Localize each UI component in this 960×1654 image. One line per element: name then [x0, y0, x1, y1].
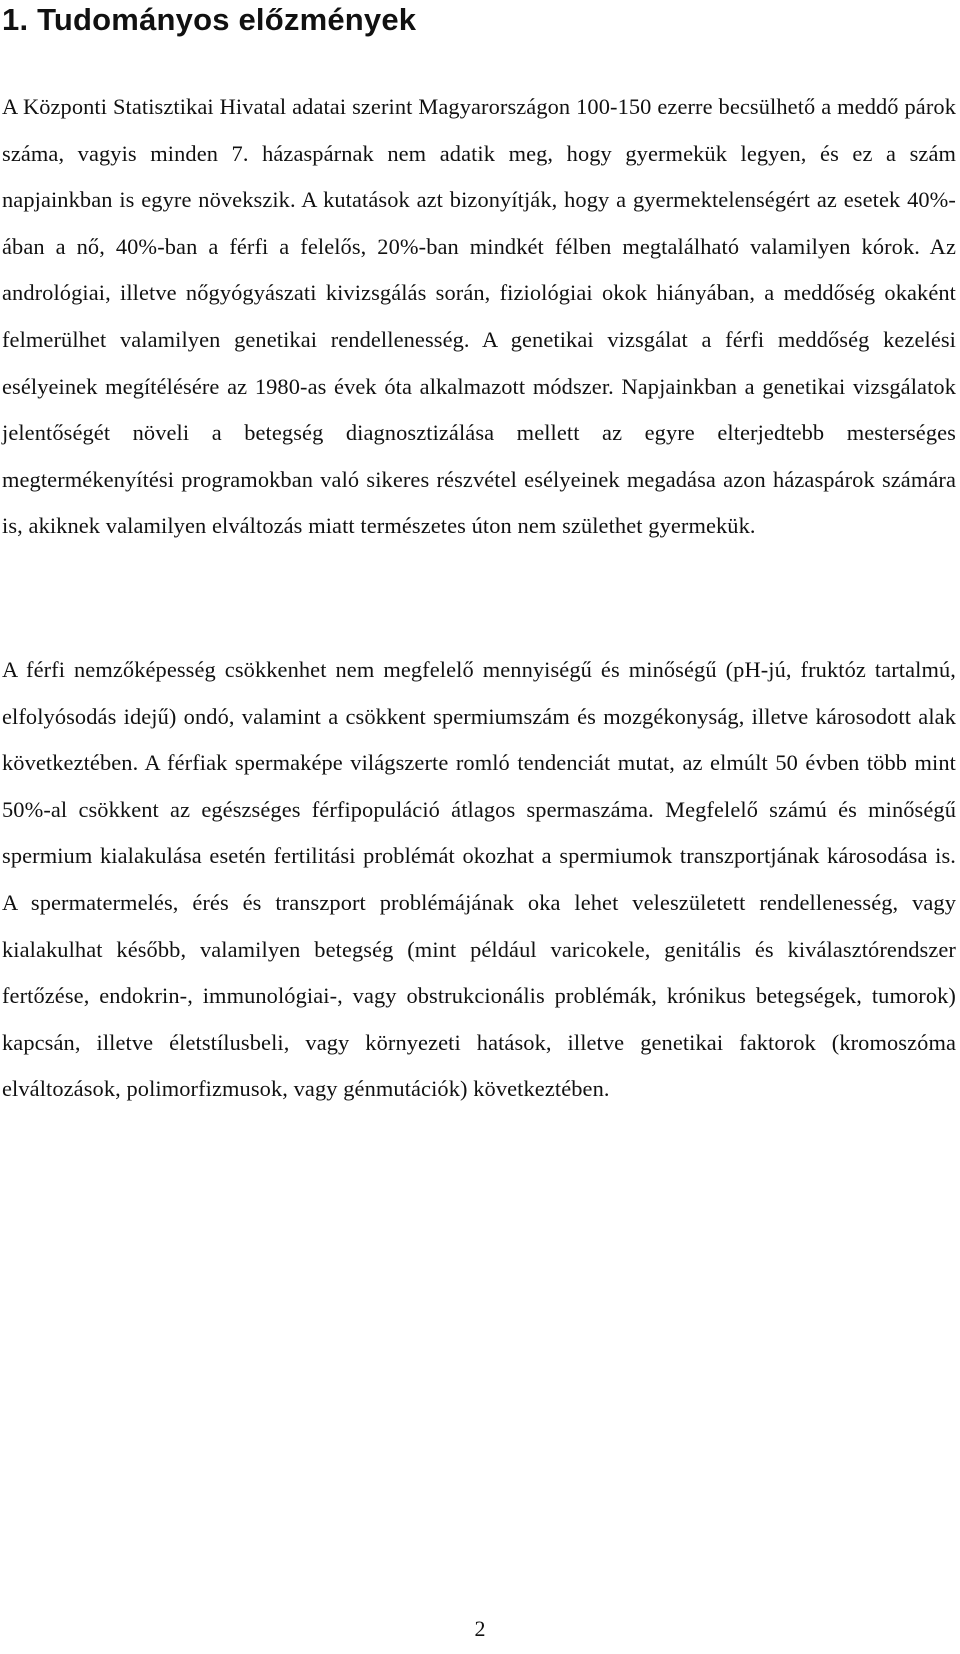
section-heading: 1. Tudományos előzmények: [2, 2, 417, 37]
paragraph-male-fertility: A férfi nemzőképesség csökkenhet nem megfelelő mennyiségű és minőségű (pH-jú, fruktóz tartalmú, elfolyósodás idejű) ondó, valamint a csökkent spermiumszám és mozgékonyság, illetve károsodott alak következtében. A férfiak spermaképe világszerte romló tendenciát mutat, az elmúlt 50 évben több mint 50%-al csökkent az egészséges férfipopuláció átlagos spermaszáma. Megfelelő számú és minőségű spermium kialakulása esetén fertilitási problémát okozhat a spermiumok transzportjának károsodása is. A spermatermelés, érés és transzport problémájának oka lehet veleszületett rendellenesség, vagy kialakulhat később, valamilyen betegség (mint például varicokele, genitális és kiválasztórendszer fertőzése, endokrin-, immunológiai-, vagy obstrukcionális problémák, krónikus betegségek, tumorok) kapcsán, illetve életstílusbeli, vagy környezeti hatások, illetve genetikai faktorok (kromoszóma elváltozások, polimorfizmusok, vagy génmutációk) következtében.: [2, 657, 956, 1102]
page-number: 2: [474, 1616, 486, 1641]
paragraph-ksh-statistics: A Központi Statisztikai Hivatal adatai szerint Magyarországon 100-150 ezerre becsülhető a meddő párok száma, vagyis minden 7. házaspárnak nem adatik meg, hogy gyermekük legyen, és ez a szám napjainkban is egyre növekszik. A kutatások azt bizonyítják, hogy a gyermektelenségért az esetek 40%-ában a nő, 40%-ban a férfi a felelős, 20%-ban mindkét félben megtalálható valamilyen kórok. Az andrológiai, illetve nőgyógyászati kivizsgálás során, fiziológiai okok hiányában, a meddőség okaként felmerülhet valamilyen genetikai rendellenesség. A genetikai vizsgálat a férfi meddőség kezelési esélyeinek megítélésére az 1980-as évek óta alkalmazott módszer. Napjainkban a genetikai vizsgálatok jelentőségét növeli a betegség diagnosztizálása mellett az egyre elterjedtebb mesterséges megtermékenyítési programokban való sikeres részvétel esélyeinek megadása azon házaspárok számára is, akiknek valamilyen elváltozás miatt természetes úton nem születhet gyermekük.: [2, 94, 956, 539]
